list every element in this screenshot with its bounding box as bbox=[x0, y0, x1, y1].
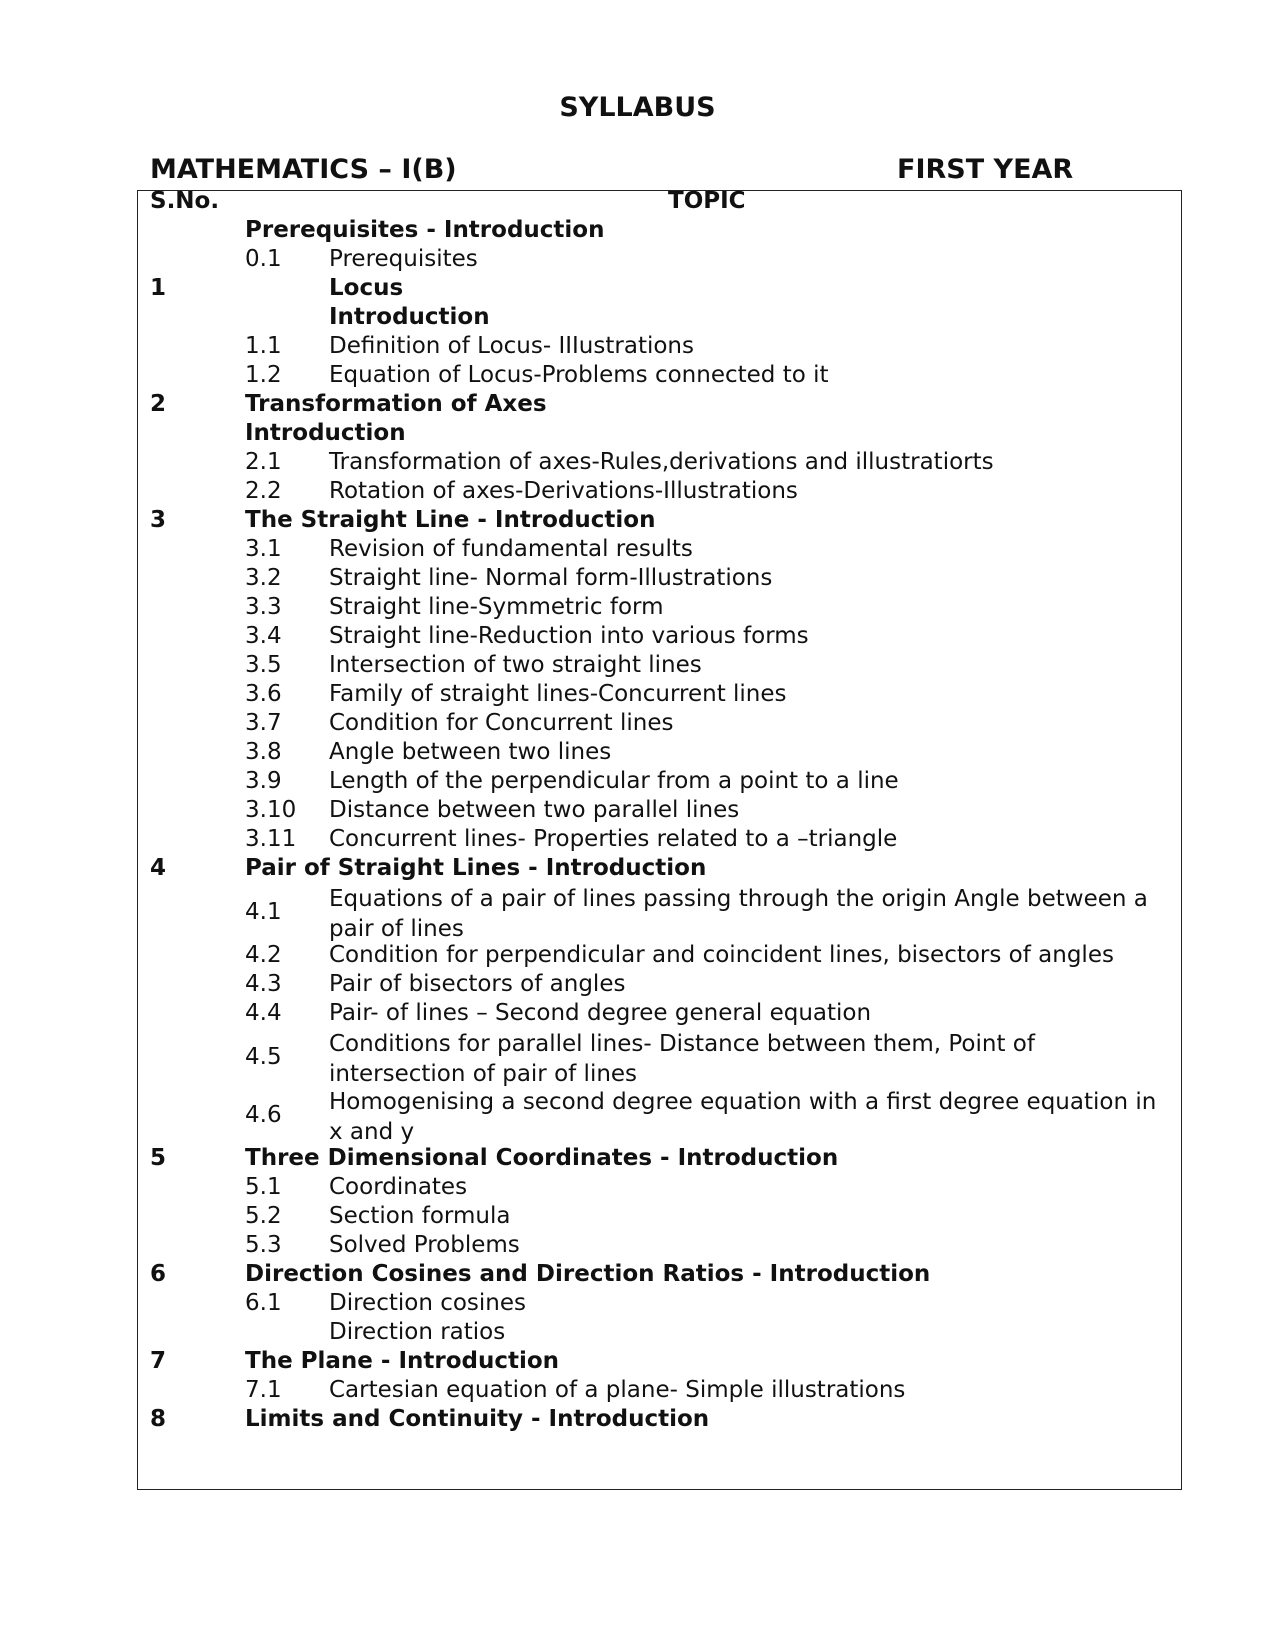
serial-number: 5 bbox=[150, 1145, 167, 1171]
topic-number: 4.6 bbox=[245, 1102, 282, 1128]
serial-number: 1 bbox=[150, 275, 167, 301]
topic-text: Family of straight lines-Concurrent lines bbox=[329, 681, 787, 707]
topic-number: 4.2 bbox=[245, 942, 282, 968]
section-heading: The Plane - Introduction bbox=[245, 1348, 560, 1374]
topic-number: 4.4 bbox=[245, 1000, 282, 1026]
topic-text: Condition for Concurrent lines bbox=[329, 710, 674, 736]
topic-text: Condition for perpendicular and coincident lines, bisectors of angles bbox=[329, 942, 1114, 968]
topic-text: Straight line-Reduction into various forms bbox=[329, 623, 809, 649]
topic-text: Distance between two parallel lines bbox=[329, 797, 740, 823]
topic-text: Prerequisites bbox=[329, 246, 478, 272]
topic-number: 5.1 bbox=[245, 1174, 282, 1200]
topic-number: 4.5 bbox=[245, 1044, 282, 1070]
topic-text: Section formula bbox=[329, 1203, 511, 1229]
topic-number: 2.1 bbox=[245, 449, 282, 475]
subject-heading: MATHEMATICS – I(B) bbox=[150, 154, 457, 185]
section-heading: Direction Cosines and Direction Ratios - Introduction bbox=[245, 1261, 931, 1287]
section-heading: Pair of Straight Lines - Introduction bbox=[245, 855, 707, 881]
page-title: SYLLABUS bbox=[559, 92, 716, 123]
topic-number: 4.1 bbox=[245, 899, 282, 925]
topic-number: 3.5 bbox=[245, 652, 282, 678]
serial-number: 8 bbox=[150, 1406, 167, 1432]
topic-number: 5.2 bbox=[245, 1203, 282, 1229]
topic-text: Solved Problems bbox=[329, 1232, 520, 1258]
topic-number: 0.1 bbox=[245, 246, 282, 272]
topic-text: Definition of Locus- IIIustrations bbox=[329, 333, 694, 359]
section-heading: Transformation of Axes bbox=[245, 391, 547, 417]
topic-number: 3.11 bbox=[245, 826, 297, 852]
topic-number: 3.3 bbox=[245, 594, 282, 620]
section-heading: Locus bbox=[329, 275, 404, 301]
serial-number: 3 bbox=[150, 507, 167, 533]
topic-text: Equation of Locus-Problems connected to it bbox=[329, 362, 829, 388]
topic-text: Cartesian equation of a plane- Simple illustrations bbox=[329, 1377, 906, 1403]
topic-number: 4.3 bbox=[245, 971, 282, 997]
topic-number: 3.8 bbox=[245, 739, 282, 765]
topic-number: 7.1 bbox=[245, 1377, 282, 1403]
topic-text: Length of the perpendicular from a point to a line bbox=[329, 768, 899, 794]
topic-number: 3.7 bbox=[245, 710, 282, 736]
topic-number: 3.10 bbox=[245, 797, 297, 823]
topic-text: Coordinates bbox=[329, 1174, 468, 1200]
topic-number: 3.1 bbox=[245, 536, 282, 562]
topic-text: Straight line- Normal form-Illustrations bbox=[329, 565, 773, 591]
topic-text: Straight line-Symmetric form bbox=[329, 594, 664, 620]
section-heading: The Straight Line - Introduction bbox=[245, 507, 656, 533]
topic-number: 3.9 bbox=[245, 768, 282, 794]
topic-text: Equations of a pair of lines passing through the origin Angle between a pair of lines bbox=[329, 886, 1148, 942]
topic-text: Concurrent lines- Properties related to a –triangle bbox=[329, 826, 898, 852]
topic-text: Angle between two lines bbox=[329, 739, 612, 765]
topic-text: Transformation of axes-Rules,derivations and illustratiorts bbox=[329, 449, 994, 475]
serial-number: 7 bbox=[150, 1348, 167, 1374]
sno-header: S.No. bbox=[150, 188, 220, 214]
topic-header: TOPIC bbox=[668, 188, 746, 214]
serial-number: 2 bbox=[150, 391, 167, 417]
topic-number: 1.2 bbox=[245, 362, 282, 388]
topic-number: 6.1 bbox=[245, 1290, 282, 1316]
topic-number: 3.4 bbox=[245, 623, 282, 649]
syllabus-table bbox=[137, 190, 1182, 1490]
section-heading: Limits and Continuity - Introduction bbox=[245, 1406, 710, 1432]
section-heading: Introduction bbox=[329, 304, 490, 330]
topic-text: Revision of fundamental results bbox=[329, 536, 693, 562]
year-heading: FIRST YEAR bbox=[897, 154, 1074, 185]
topic-number: 3.2 bbox=[245, 565, 282, 591]
topic-text: Homogenising a second degree equation with a first degree equation in x and y bbox=[329, 1089, 1157, 1145]
topic-number: 2.2 bbox=[245, 478, 282, 504]
section-heading: Three Dimensional Coordinates - Introduction bbox=[245, 1145, 839, 1171]
topic-text: Conditions for parallel lines- Distance between them, Point of intersection of pair of lines bbox=[329, 1031, 1035, 1087]
topic-text: Pair- of lines – Second degree general equation bbox=[329, 1000, 872, 1026]
topic-number: 3.6 bbox=[245, 681, 282, 707]
serial-number: 4 bbox=[150, 855, 167, 881]
topic-number: 5.3 bbox=[245, 1232, 282, 1258]
section-heading: Introduction bbox=[245, 420, 406, 446]
topic-text: Rotation of axes-Derivations-Illustrations bbox=[329, 478, 798, 504]
topic-number: 1.1 bbox=[245, 333, 282, 359]
section-heading: Prerequisites - Introduction bbox=[245, 217, 605, 243]
topic-text: Intersection of two straight lines bbox=[329, 652, 702, 678]
topic-text: Direction ratios bbox=[329, 1319, 506, 1345]
topic-text: Direction cosines bbox=[329, 1290, 527, 1316]
topic-text: Pair of bisectors of angles bbox=[329, 971, 626, 997]
serial-number: 6 bbox=[150, 1261, 167, 1287]
